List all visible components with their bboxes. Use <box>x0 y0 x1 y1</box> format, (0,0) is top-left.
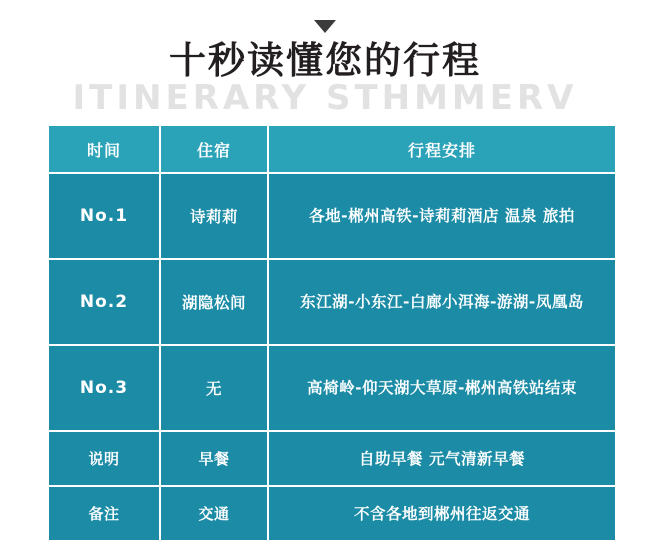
cell-stay: 早餐 <box>160 431 268 486</box>
table-body <box>48 173 616 541</box>
table-row <box>48 431 616 486</box>
table-row <box>48 259 616 345</box>
page-title: 十秒读懂您的行程 <box>169 39 481 82</box>
background-watermark-text: ITINERARY STHMMERV <box>72 78 578 118</box>
column-header-plan: 行程安排 <box>268 125 616 173</box>
table-row <box>48 486 616 541</box>
table-row <box>48 345 616 431</box>
cell-stay: 交通 <box>160 486 268 541</box>
triangle-down-icon <box>314 20 336 33</box>
cell-plan: 各地-郴州高铁-诗莉莉酒店 温泉 旅拍 <box>268 173 616 259</box>
cell-time: No.3 <box>48 345 160 431</box>
column-header-time: 时间 <box>48 125 160 173</box>
cell-stay: 诗莉莉 <box>160 173 268 259</box>
cell-plan: 自助早餐 元气清新早餐 <box>268 431 616 486</box>
arrow-container <box>0 18 650 38</box>
cell-stay: 无 <box>160 345 268 431</box>
table-header-row <box>48 125 616 173</box>
itinerary-table <box>47 124 617 542</box>
cell-plan: 东江湖-小东江-白廊小洱海-游湖-凤凰岛 <box>268 259 616 345</box>
column-header-stay: 住宿 <box>160 125 268 173</box>
cell-time: No.2 <box>48 259 160 345</box>
itinerary-table-wrapper <box>47 124 603 542</box>
title-container <box>0 38 650 84</box>
table-row <box>48 173 616 259</box>
cell-stay: 湖隐松间 <box>160 259 268 345</box>
cell-plan: 高椅岭-仰天湖大草原-郴州高铁站结束 <box>268 345 616 431</box>
table-header <box>48 125 616 173</box>
cell-time: No.1 <box>48 173 160 259</box>
cell-plan: 不含各地到郴州往返交通 <box>268 486 616 541</box>
cell-time: 备注 <box>48 486 160 541</box>
cell-time: 说明 <box>48 431 160 486</box>
